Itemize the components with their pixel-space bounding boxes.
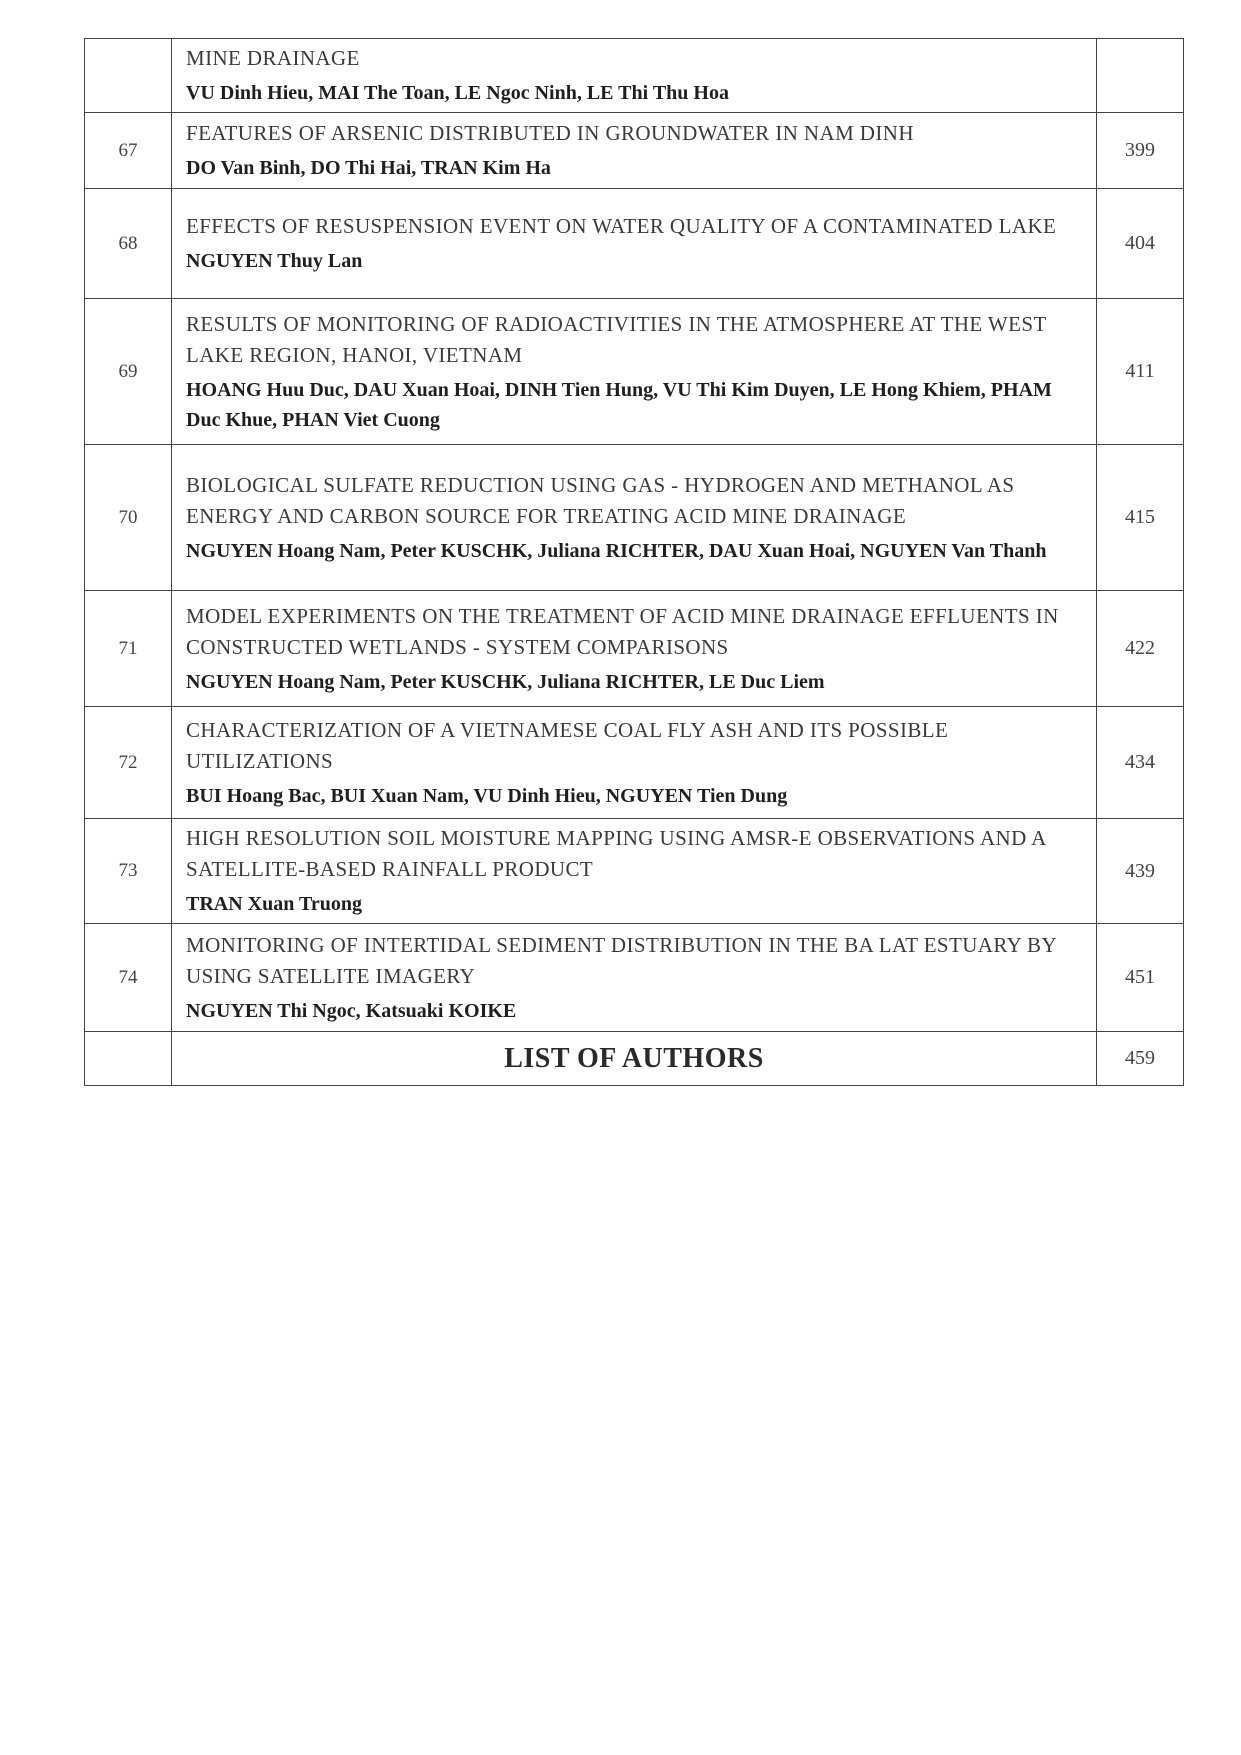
- entry-cell: [172, 299, 1097, 445]
- list-of-authors-heading: LIST OF AUTHORS: [172, 1032, 1097, 1086]
- entry-authors: VU Dinh Hieu, MAI The Toan, LE Ngoc Ninh, LE Thi Thu Hoa: [186, 82, 729, 104]
- entry-title: MONITORING OF INTERTIDAL SEDIMENT DISTRIBUTION IN THE BA LAT ESTUARY BY USING SATELLITE IMAGERY: [186, 932, 1057, 988]
- entry-page: 439: [1097, 819, 1184, 924]
- entry-title: MINE DRAINAGE: [186, 46, 360, 70]
- entry-number: [85, 39, 172, 113]
- entry-page: 451: [1097, 924, 1184, 1032]
- entry-number: 72: [85, 707, 172, 819]
- entry-page: 422: [1097, 591, 1184, 707]
- table-of-contents: [84, 38, 1184, 1086]
- entry-title: CHARACTERIZATION OF A VIETNAMESE COAL FLY ASH AND ITS POSSIBLE UTILIZATIONS: [186, 717, 949, 773]
- toc-row: [85, 39, 1184, 113]
- entry-authors: TRAN Xuan Truong: [186, 893, 362, 915]
- entry-number: 74: [85, 924, 172, 1032]
- toc-row: [85, 591, 1184, 707]
- toc-row: [85, 445, 1184, 591]
- toc-row: [85, 189, 1184, 299]
- entry-cell: [172, 39, 1097, 113]
- entry-authors: NGUYEN Hoang Nam, Peter KUSCHK, Juliana RICHTER, LE Duc Liem: [186, 670, 825, 693]
- entry-page: 411: [1097, 299, 1184, 445]
- entry-number: 67: [85, 113, 172, 189]
- toc-row-list-of-authors: [85, 1032, 1184, 1086]
- entry-page: 434: [1097, 707, 1184, 819]
- entry-number: 71: [85, 591, 172, 707]
- toc-row: [85, 924, 1184, 1032]
- entry-title: RESULTS OF MONITORING OF RADIOACTIVITIES IN THE ATMOSPHERE AT THE WEST LAKE REGION, HANOI, VIETNAM: [186, 311, 1047, 367]
- entry-cell: [172, 189, 1097, 299]
- entry-page: 459: [1097, 1032, 1184, 1086]
- entry-number: 73: [85, 819, 172, 924]
- entry-cell: [172, 819, 1097, 924]
- entry-page: 399: [1097, 113, 1184, 189]
- entry-number: 70: [85, 445, 172, 591]
- entry-cell: [172, 445, 1097, 591]
- entry-page: 404: [1097, 189, 1184, 299]
- entry-number: [85, 1032, 172, 1086]
- entry-authors: NGUYEN Thuy Lan: [186, 250, 363, 272]
- entry-page: 415: [1097, 445, 1184, 591]
- entry-title: FEATURES OF ARSENIC DISTRIBUTED IN GROUNDWATER IN NAM DINH: [186, 121, 914, 145]
- entry-number: 68: [85, 189, 172, 299]
- entry-title: BIOLOGICAL SULFATE REDUCTION USING GAS - HYDROGEN AND METHANOL AS ENERGY AND CARBON SOURCE FOR TREATING ACID MINE DRAINAGE: [186, 472, 1015, 528]
- toc-row: [85, 819, 1184, 924]
- entry-authors: HOANG Huu Duc, DAU Xuan Hoai, DINH Tien Hung, VU Thi Kim Duyen, LE Hong Khiem, PHAM Duc Khue, PHAN Viet Cuong: [186, 378, 1052, 431]
- entry-authors: NGUYEN Hoang Nam, Peter KUSCHK, Juliana RICHTER, DAU Xuan Hoai, NGUYEN Van Thanh: [186, 539, 1047, 562]
- entry-cell: [172, 707, 1097, 819]
- entry-cell: [172, 924, 1097, 1032]
- entry-authors: DO Van Binh, DO Thi Hai, TRAN Kim Ha: [186, 157, 551, 179]
- toc-row: [85, 299, 1184, 445]
- entry-authors: BUI Hoang Bac, BUI Xuan Nam, VU Dinh Hieu, NGUYEN Tien Dung: [186, 784, 788, 807]
- entry-cell: [172, 591, 1097, 707]
- entry-title: EFFECTS OF RESUSPENSION EVENT ON WATER QUALITY OF A CONTAMINATED LAKE: [186, 214, 1057, 238]
- entry-title: HIGH RESOLUTION SOIL MOISTURE MAPPING USING AMSR-E OBSERVATIONS AND A SATELLITE-BASED RAINFALL PRODUCT: [186, 826, 1046, 881]
- entry-title: MODEL EXPERIMENTS ON THE TREATMENT OF ACID MINE DRAINAGE EFFLUENTS IN CONSTRUCTED WETLANDS - SYSTEM COMPARISONS: [186, 603, 1059, 659]
- entry-page: [1097, 39, 1184, 113]
- toc-row: [85, 113, 1184, 189]
- toc-row: [85, 707, 1184, 819]
- entry-cell: [172, 113, 1097, 189]
- entry-number: 69: [85, 299, 172, 445]
- entry-authors: NGUYEN Thi Ngoc, Katsuaki KOIKE: [186, 999, 517, 1022]
